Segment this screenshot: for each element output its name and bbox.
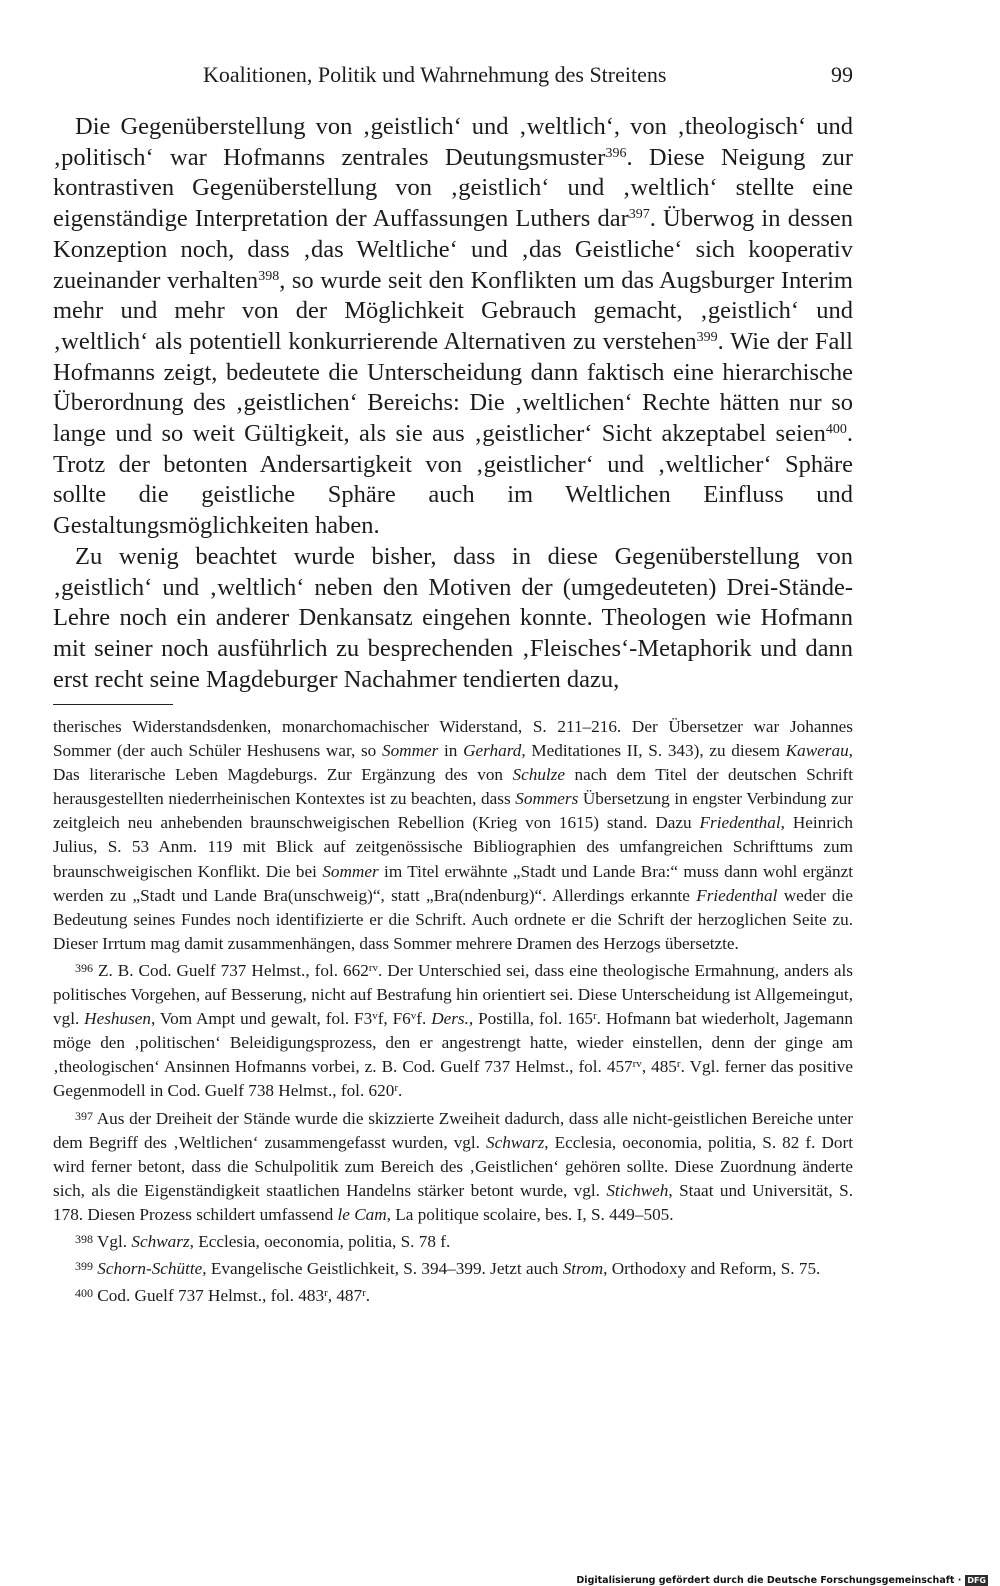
- footnote-ref-399: 399: [696, 329, 718, 345]
- footnote-number: 398: [75, 1231, 93, 1246]
- footnote-number: 400: [75, 1286, 93, 1301]
- footnote-397: $^{397}$ Aus der Dreiheit der Stände wurde die skizzierte Zweiheit dadurch, dass alle nicht-geistlichen Bereiche unter dem Begriff des ‚Weltlichen‘ zusammengefasst wurden, vgl. Schwarz, Ecclesia, oeconomia, politia, S. 82 f. Dort wird ferner betont, dass die Schulpolitik zum Bereich des ‚Geistlichen‘ gehören sollte. Diese Zuordnung änderte sich, als die Eigenständigkeit staatlichen Handelns stärker betont wurde, vgl. Stichweh, Staat und Universität, S. 178. Diesen Prozess schildert umfassend le Cam, La politique scolaire, bes. I, S. 449–505.: [53, 1108, 853, 1224]
- footnote-continuation: therisches Widerstandsdenken, monarchomachischer Widerstand, S. 211–216. Der Übersetzer war Johannes Sommer (der auch Schüler Heshusens war, so Sommer in Gerhard, Meditationes II, S. 343), zu diesem Kawerau, Das literarische Leben Magdeburgs. Zur Ergänzung des von Schulze nach dem Titel der deutschen Schrift herausgestellten niederrheinischen Kontextes ist zu beachten, dass Sommers Übersetzung in engster Verbindung zur zeitgleich neu anhebenden braunschweigischen Rebellion (Krieg von 1615) stand. Dazu Friedenthal, Heinrich Julius, S. 53 Anm. 119 mit Blick auf zeitgenössische Bibliographien des umfangreichen Schrifttums zum braunschweigischen Konflikt. Die bei Sommer im Titel erwähnte „Stadt und Lande Bra:“ muss dann wohl ergänzt werden zu „Stadt und Lande Bra(unschweig)“, statt „Bra(ndenburg)“. Allerdings erkannte Friedenthal weder die Bedeutung seines Fundes noch identifizierte er die Schrift. Auch ordnete er die Schrift der herzoglichen Seite zu. Dieser Irrtum mag damit zusammenhängen, dass Sommer mehrere Dramen des Herzogs übersetzte.: [53, 717, 853, 953]
- digitization-credit: [576, 1575, 988, 1586]
- running-head: Koalitionen, Politik und Wahrnehmung des Streitens: [203, 62, 667, 87]
- footnote-ref-396: 396: [605, 145, 627, 161]
- footnote-number: 397: [75, 1108, 93, 1123]
- page-header: [53, 58, 853, 92]
- footnotes: [53, 715, 853, 1308]
- paragraph-2: Zu wenig beachtet wurde bisher, dass in diese Gegenüberstellung von ‚geistlich‘ und ‚weltlich‘ neben den Motiven der (umgedeuteten) Drei-Stände-Lehre noch ein anderer Denkansatz eingehen konnte. Theologen wie Hofmann mit seiner noch ausführlich zu besprechenden ‚Fleisches‘-Metaphorik und dann erst recht seine Magdeburger Nachahmer tendierten dazu,: [53, 542, 853, 693]
- footnote-396: $^{396}$ Z. B. Cod. Guelf 737 Helmst., fol. $662^{rv}$. Der Unterschied sei, dass eine theologische Ermahnung, anders als politisches Vorgehen, auf Besserung, nicht auf Bestrafung hin orientiert sei. Diese Unterscheidung ist Allgemeingut, vgl. Heshusen, Vom Ampt und gewalt, fol. F3$^v$f, F6$^v$f. Ders., Postilla, fol. 165$^r$. Hofmann bat wiederholt, Jagemann möge den ‚politischen‘ Beleidigungsprozess, den er angestrengt hatte, wieder einstellen, denn der ginge am ‚theologischen‘ Ansinnen Hofmanns vorbei, z. B. Cod. Guelf 737 Helmst., fol. $457^{rv}$, 485$^r$. Vgl. ferner das positive Gegenmodell in Cod. Guelf 738 Helmst., fol. 620$^r$.: [53, 960, 854, 1101]
- dfg-logo: DFG: [967, 1576, 986, 1585]
- body-text: [53, 112, 853, 695]
- footnote-ref-398: 398: [258, 268, 280, 284]
- footnote-number: 399: [75, 1259, 93, 1274]
- footnote-ref-400: 400: [825, 422, 847, 438]
- credit-text: Digitalisierung gefördert durch die Deutsche Forschungsgemeinschaft ·: [576, 1575, 962, 1586]
- footnote-398: $^{398}$ Vgl. Schwarz, Ecclesia, oeconomia, politia, S. 78 f.: [75, 1231, 451, 1251]
- footnote-400: $^{400}$ Cod. Guelf 737 Helmst., fol. 483$^r$, 487$^r$.: [75, 1286, 371, 1306]
- footnote-399: $^{399}$ Schorn-Schütte, Evangelische Geistlichkeit, S. 394–399. Jetzt auch Strom, Orthodoxy and Reform, S. 75.: [75, 1259, 821, 1279]
- footnote-ref-397: 397: [628, 207, 650, 223]
- footnote-number: 396: [75, 960, 93, 975]
- paragraph-1: Die Gegenüberstellung von ‚geistlich‘ und ‚weltlich‘, von ‚theologisch‘ und ‚politisch‘ war Hofmanns zentrales Deutungsmuster$^{396}$. Diese Neigung zur kontrastiven Gegenüberstellung von ‚geistlich‘ und ‚weltlich‘ stellte eine eigenständige Interpretation der Auffassungen Luthers dar$^{397}$. Überwog in dessen Konzeption noch, dass ‚das Weltliche‘ und ‚das Geistliche‘ sich kooperativ zueinander verhalten$^{398}$, so wurde seit den Konflikten um das Augsburger Interim mehr und mehr von der Möglichkeit Gebrauch gemacht, ‚geistlich‘ und ‚weltlich‘ als potentiell konkurrierende Alternativen zu verstehen$^{399}$. Wie der Fall Hofmanns zeigt, bedeutete die Unterscheidung dann faktisch eine hierarchische Überordnung des ‚geistlichen‘ Bereichs: Die ‚weltlichen‘ Rechte hätten nur so lange und so weit Gültigkeit, als sie aus ‚geistlicher‘ Sicht akzeptabel seien$^{400}$. Trotz der betonten Andersartigkeit von ‚geistlicher‘ und ‚weltlicher‘ Sphäre sollte die geistliche Sphäre auch im Weltlichen Einfluss und Gestaltungsmöglichkeiten haben.: [53, 113, 854, 540]
- page-number: 99: [831, 62, 853, 87]
- footnote-rule: [53, 704, 173, 705]
